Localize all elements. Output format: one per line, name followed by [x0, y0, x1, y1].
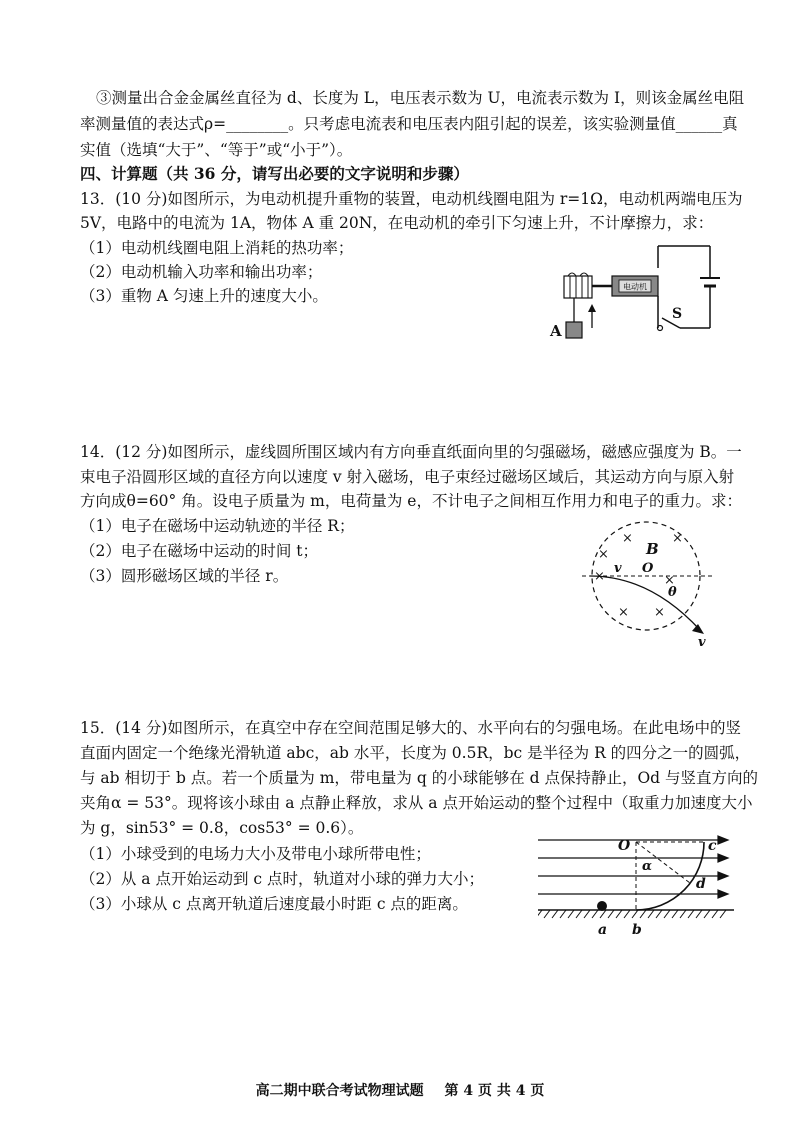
- charged-ball: [597, 901, 607, 911]
- q14-sub1: （1）电子在磁场中运动轨迹的半径 R；: [80, 517, 355, 535]
- field-label: B: [646, 540, 659, 558]
- footer-title: 高二期中联合考试物理试题: [255, 1083, 424, 1099]
- cross-mark: ×: [594, 569, 605, 584]
- cross-mark: ×: [598, 547, 609, 562]
- motor-circuit-figure: [540, 238, 740, 348]
- cross-mark: ×: [622, 531, 633, 546]
- label-c: c: [708, 838, 717, 854]
- q15-sub1: （1）小球受到的电场力大小及带电小球所带电性；: [80, 845, 431, 863]
- q13-sub3: （3）重物 A 匀速上升的速度大小。: [80, 287, 328, 305]
- center-label: O: [642, 561, 654, 576]
- q14-line1: 14．(12 分)如图所示，虚线圆所围区域内有方向垂直纸面向里的匀强磁场，磁感应强度为 B。一: [80, 443, 742, 461]
- q14-line3: 方向成θ=60° 角。设电子质量为 m，电荷量为 e，不计电子之间相互作用力和电子的重力。求：: [80, 492, 742, 510]
- cross-mark: ×: [654, 605, 665, 620]
- q13-line2: 5V，电路中的电流为 1A，物体 A 重 20N，在电动机的牵引下匀速上升，不计摩擦力，求：: [80, 214, 714, 232]
- q15-line3: 与 ab 相切于 b 点。若一个质量为 m，带电量为 q 的小球能够在 d 点保持静止，Od 与竖直方向的: [80, 769, 759, 787]
- label-o: O: [618, 838, 631, 854]
- v-out-label: v: [698, 635, 706, 650]
- q12-line2: 率测量值的表达式ρ=________。只考虑电流表和电压表内阻引起的误差，该实验测量值______真: [80, 115, 738, 133]
- q12-line3: 实值（选填“大于”、“等于”或“小于”）。: [80, 141, 353, 159]
- q15-line4: 夹角α = 53°。现将该小球由 a 点静止释放，求从 a 点开始运动的整个过程中（取重力加速度大小: [80, 794, 753, 812]
- section-heading: 四、计算题（共 36 分，请写出必要的文字说明和步骤）: [80, 164, 469, 183]
- q15-sub2: （2）从 a 点开始运动到 c 点时，轨道对小球的弹力大小；: [80, 870, 484, 888]
- q14-line2: 束电子沿圆形区域的直径方向以速度 v 射入磁场，电子束经过磁场区域后，其运动方向与原入射: [80, 468, 735, 486]
- magnetic-field-figure: [580, 518, 730, 658]
- mass-a: [566, 322, 582, 338]
- q13-line1: 13．(10 分)如图所示，为电动机提升重物的装置，电动机线圈电阻为 r=1Ω，电动机两端电压为: [80, 190, 743, 208]
- footer-page-number: 第 4 页 共 4 页: [444, 1083, 545, 1099]
- q15-sub3: （3）小球从 c 点离开轨道后速度最小时距 c 点的距离。: [80, 895, 468, 913]
- page-footer: [0, 1080, 800, 1100]
- cross-mark: ×: [672, 531, 683, 546]
- cross-mark: ×: [618, 605, 629, 620]
- label-alpha: α: [642, 859, 653, 874]
- switch-label: S: [672, 306, 683, 322]
- q15-line2: 直面内固定一个绝缘光滑轨道 abc，ab 水平，长度为 0.5R，bc 是半径为 R 的四分之一的圆弧，: [80, 744, 751, 762]
- motor-label: 电动机: [623, 282, 647, 292]
- cross-mark: ×: [664, 573, 675, 588]
- q14-sub3: （3）圆形磁场区域的半径 r。: [80, 567, 289, 585]
- angle-label: θ: [668, 585, 677, 600]
- label-a: a: [598, 922, 608, 938]
- label-d: d: [696, 876, 706, 892]
- q15-line5: 为 g，sin53° = 0.8，cos53° = 0.6）。: [80, 819, 364, 837]
- mass-label: A: [550, 322, 562, 340]
- q12-line1: ③测量出合金金属丝直径为 d、长度为 L，电压表示数为 U，电流表示数为 I，则该金属丝电阻: [96, 89, 745, 107]
- q13-sub2: （2）电动机输入功率和输出功率；: [80, 263, 323, 281]
- electron-path: [590, 576, 700, 630]
- q14-sub2: （2）电子在磁场中运动的时间 t；: [80, 542, 319, 560]
- label-b: b: [632, 922, 642, 938]
- q15-line1: 15．(14 分)如图所示，在真空中存在空间范围足够大的、水平向右的匀强电场。在此电场中的竖: [80, 719, 741, 737]
- v-in-label: v: [614, 561, 622, 576]
- electric-field-track-figure: [538, 830, 738, 942]
- q13-sub1: （1）电动机线圈电阻上消耗的热功率；: [80, 239, 354, 257]
